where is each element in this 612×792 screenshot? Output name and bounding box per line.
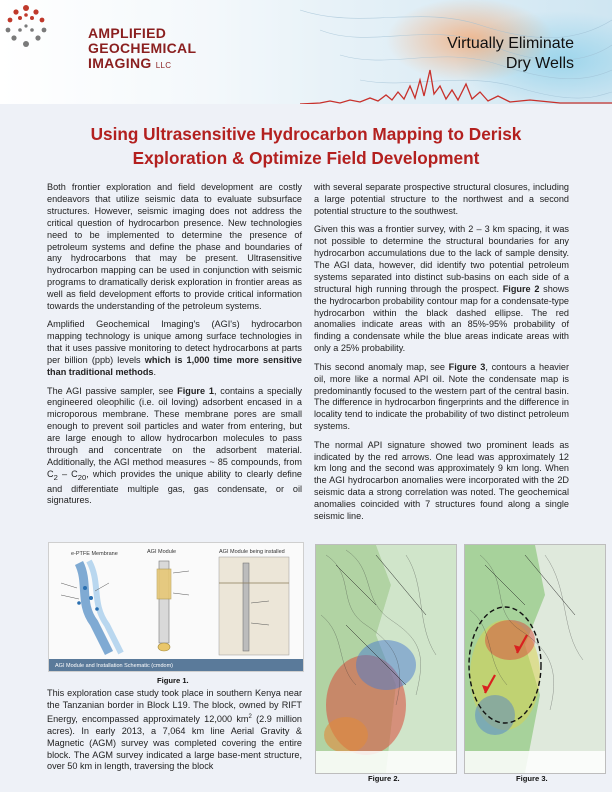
logo-suffix: LLC <box>155 61 172 70</box>
paragraph: Amplified Geochemical Imaging's (AGI's) hydrocarbon mapping technology is unique among surface technologies in that it uses passive monitoring to detect hydrocarbons at parts per billion (ppb) levels which is 1,000 time more sensitive than traditional methods. <box>47 319 302 378</box>
figure-1-footer: AGI Module and Installation Schematic (cmdom) <box>55 663 173 669</box>
tagline-line-2: Dry Wells <box>505 55 574 72</box>
figure-ref: Figure 2 <box>502 283 540 294</box>
paragraph: This exploration case study took place in southern Kenya near the Tanzanian border in Block L19. The block, owned by RIFT Energy, encompassed approximately 12,000 $km^2$ (2.9 million acres). In early 2013, a 7,064 km line Aerial Gravity & Magnetic (AGM) survey was completed covering the entire block. The AGM survey indicated a large base-ment structure, over 50 km in length, traversing the block <box>47 688 302 772</box>
left-column <box>47 182 302 514</box>
label-installed: AGI Module being installed <box>219 549 285 555</box>
figure-3-caption: Figure 3. <box>516 774 548 783</box>
title-line-2: Exploration & Optimize Field Development <box>132 148 480 168</box>
tagline-line-1: Virtually Eliminate <box>447 35 574 52</box>
oil-anomaly-map <box>465 545 605 773</box>
figure-2-map <box>315 544 457 774</box>
agi-logo-icon <box>0 0 52 52</box>
paragraph: Given this was a frontier survey, with 2 – 3 km spacing, it was not possible to determine the structural boundaries for any hydrocarbon accumulations due to the lack of sample density. The AGI data, however, did identify two potential petroleum systems separated into distinct sub-basins on each side of a structural high running through the prospect. Figure 2 shows the hydrocarbon probability contour map for a condensate-type hydrocarbon within the black dashed ellipse. The red anomalies indicate areas with an 85%-95% probability of finding a condensate while the blue areas indicate areas with only a 25% probability. <box>314 224 569 354</box>
paragraph: with several separate prospective structural closures, including a large potential structure to the northwest and a second potential structure to the southwest. <box>314 182 569 216</box>
figure-2-caption: Figure 2. <box>368 774 400 783</box>
emphasis: which is 1,000 time more sensitive than traditional methods <box>47 355 302 378</box>
right-column <box>314 182 569 529</box>
logo-line-1: AMPLIFIED <box>88 25 167 41</box>
paragraph: This second anomaly map, see Figure 3, contours a heavier oil, more like a normal API oil. Note the condensate map is predominantly focused to the western part of the central basin. The difference in hydrocarbon fingerprints and the difference in locality tend to indicate the probability of two distinct petroleum systems. <box>314 361 569 432</box>
label-module: AGI Module <box>147 549 177 555</box>
article-title <box>40 122 572 170</box>
header-banner <box>0 0 612 104</box>
logo-line-3: IMAGING <box>88 55 152 71</box>
paragraph: Both frontier exploration and field development are costly endeavors that utilize seismic data to evaluate subsurface structures. However, seismic imaging does not address the critical question of hydrocarbon presence. New technologies need to be implemented to determine the presence of petroleum systems and define the phase and boundaries of any hydrocarbons that may be present. Ultrasensitive hydrocarbon mapping can be used in conjunction with seismic programs to dramatically derisk exploration in frontier areas as well as field development efforts to provide critical information towards the understanding of the petroleum systems. <box>47 182 302 312</box>
logo-line-2: GEOCHEMICAL <box>88 40 197 56</box>
left-column-lower <box>47 688 302 780</box>
agi-module-diagram <box>49 543 303 671</box>
figure-1-schematic <box>48 542 304 672</box>
figure-3-map <box>464 544 606 774</box>
label-membrane: e-PTFE Membrane <box>71 551 118 557</box>
paragraph: The AGI passive sampler, see Figure 1, contains a specially engineered oleophilic (i.e. oil loving) adsorbent encased in a microporous membrane. These membrane pores are small enough to prevent soil particles and water from entering, but are large enough to allow hydrocarbon molecules to pass through and concentrate on the adsorbent material. Additionally, the AGI method measures ~ 85 compounds, from $C_2 - C_{20}$, which provides the unique ability to clearly define and differentiate multiple gas, gas condensate, or oil signatures. <box>47 385 302 506</box>
page-body <box>0 104 612 792</box>
condensate-probability-map <box>316 545 456 773</box>
figure-ref: Figure 3 <box>448 361 486 372</box>
tagline <box>447 34 574 74</box>
company-name <box>88 26 196 73</box>
figure-ref: Figure 1 <box>177 385 214 396</box>
figure-1-caption: Figure 1. <box>157 676 189 685</box>
paragraph: The normal API signature showed two prominent leads as indicated by the red arrows. One lead was approximately 12 km long and the second was approximately 9 km long. When the AGI hydrocarbon anomalies were incorporated with the 2D seismic data a strong correlation was noted. The geochemical anomalies coincided with 7 structures found along a single seismic line. <box>314 439 569 522</box>
title-line-1: Using Ultrasensitive Hydrocarbon Mapping to Derisk <box>90 124 522 144</box>
